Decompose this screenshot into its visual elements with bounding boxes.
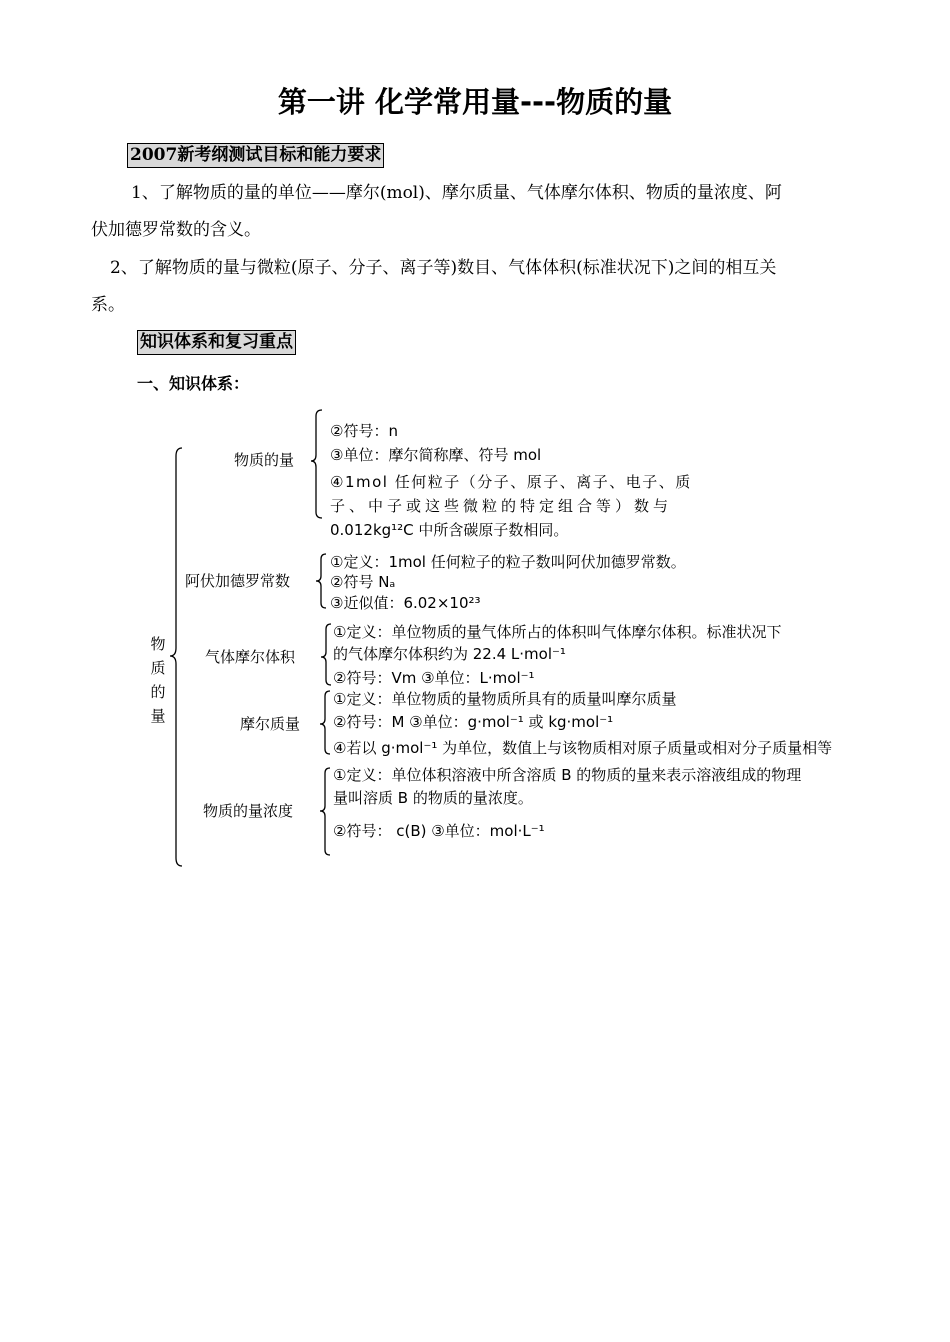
brace-molar-mass: [320, 691, 330, 754]
amount-line-unit: ③单位：摩尔简称摩、符号 mol: [330, 446, 542, 464]
avogadro-line-symbol: ②符号 Nₐ: [330, 573, 396, 591]
root-brace: [170, 448, 182, 866]
brace-gas-volume: [321, 624, 331, 685]
amount-line-symbol: ②符号：n: [330, 422, 398, 440]
paragraph-2-line-1: 2、了解物质的量与微粒(原子、分子、离子等)数目、气体体积(标准状况下)之间的相互关: [110, 258, 777, 278]
branch-label-avogadro: 阿伏加德罗常数: [185, 572, 291, 590]
paragraph-1-line-2: 伏加德罗常数的含义。: [91, 220, 261, 240]
amount-line-definition-2: 子、中子或这些微粒的特定组合等）数与: [330, 497, 673, 515]
gas-volume-line-definition-2: 的气体摩尔体积约为 22.4 L·mol⁻¹: [333, 645, 566, 663]
concentration-line-symbol-unit: ②符号： c(B) ③单位：mol·L⁻¹: [333, 822, 545, 840]
paragraph-1-line-1: 1、了解物质的量的单位——摩尔(mol)、摩尔质量、气体摩尔体积、物质的量浓度、阿: [131, 183, 782, 203]
page-title: 第一讲 化学常用量---物质的量: [277, 85, 673, 119]
branch-label-amount: 物质的量: [234, 451, 295, 469]
subsection-heading: 一、知识体系：: [137, 374, 250, 393]
branch-label-gas-volume: 气体摩尔体积: [205, 648, 296, 666]
brace-amount: [311, 410, 322, 518]
paragraph-2-line-2: 系。: [91, 295, 125, 315]
section-heading-syllabus: 2007新考纲测试目标和能力要求: [127, 143, 384, 168]
amount-line-definition-3: 0.012kg¹²C 中所含碳原子数相同。: [330, 521, 569, 539]
avogadro-line-value: ③近似值：6.02×10²³: [330, 594, 481, 612]
molar-mass-line-symbol-unit: ②符号：M ③单位：g·mol⁻¹ 或 kg·mol⁻¹: [333, 713, 614, 731]
root-label: 物质的量: [150, 635, 166, 725]
section-heading-knowledge: 知识体系和复习重点: [137, 330, 296, 355]
avogadro-line-definition: ①定义：1mol 任何粒子的粒子数叫阿伏加德罗常数。: [330, 553, 686, 571]
gas-volume-line-definition-1: ①定义：单位物质的量气体所占的体积叫气体摩尔体积。标准状况下: [333, 623, 782, 641]
brace-avogadro: [316, 554, 326, 608]
concentration-line-definition-2: 量叫溶质 B 的物质的量浓度。: [333, 789, 533, 807]
gas-volume-line-symbol-unit: ②符号：Vm ③单位：L·mol⁻¹: [333, 669, 535, 687]
brace-concentration: [320, 768, 330, 855]
molar-mass-line-relation: ④若以 g·mol⁻¹ 为单位，数值上与该物质相对原子质量或相对分子质量相等: [333, 739, 833, 757]
branch-label-molar-mass: 摩尔质量: [240, 715, 301, 733]
concentration-line-definition-1: ①定义：单位体积溶液中所含溶质 B 的物质的量来表示溶液组成的物理: [333, 766, 802, 784]
branch-label-concentration: 物质的量浓度: [203, 802, 294, 820]
amount-line-definition-1: ④1mol 任何粒子（分子、原子、离子、电子、质: [330, 473, 692, 491]
molar-mass-line-definition: ①定义：单位物质的量物质所具有的质量叫摩尔质量: [333, 690, 677, 708]
